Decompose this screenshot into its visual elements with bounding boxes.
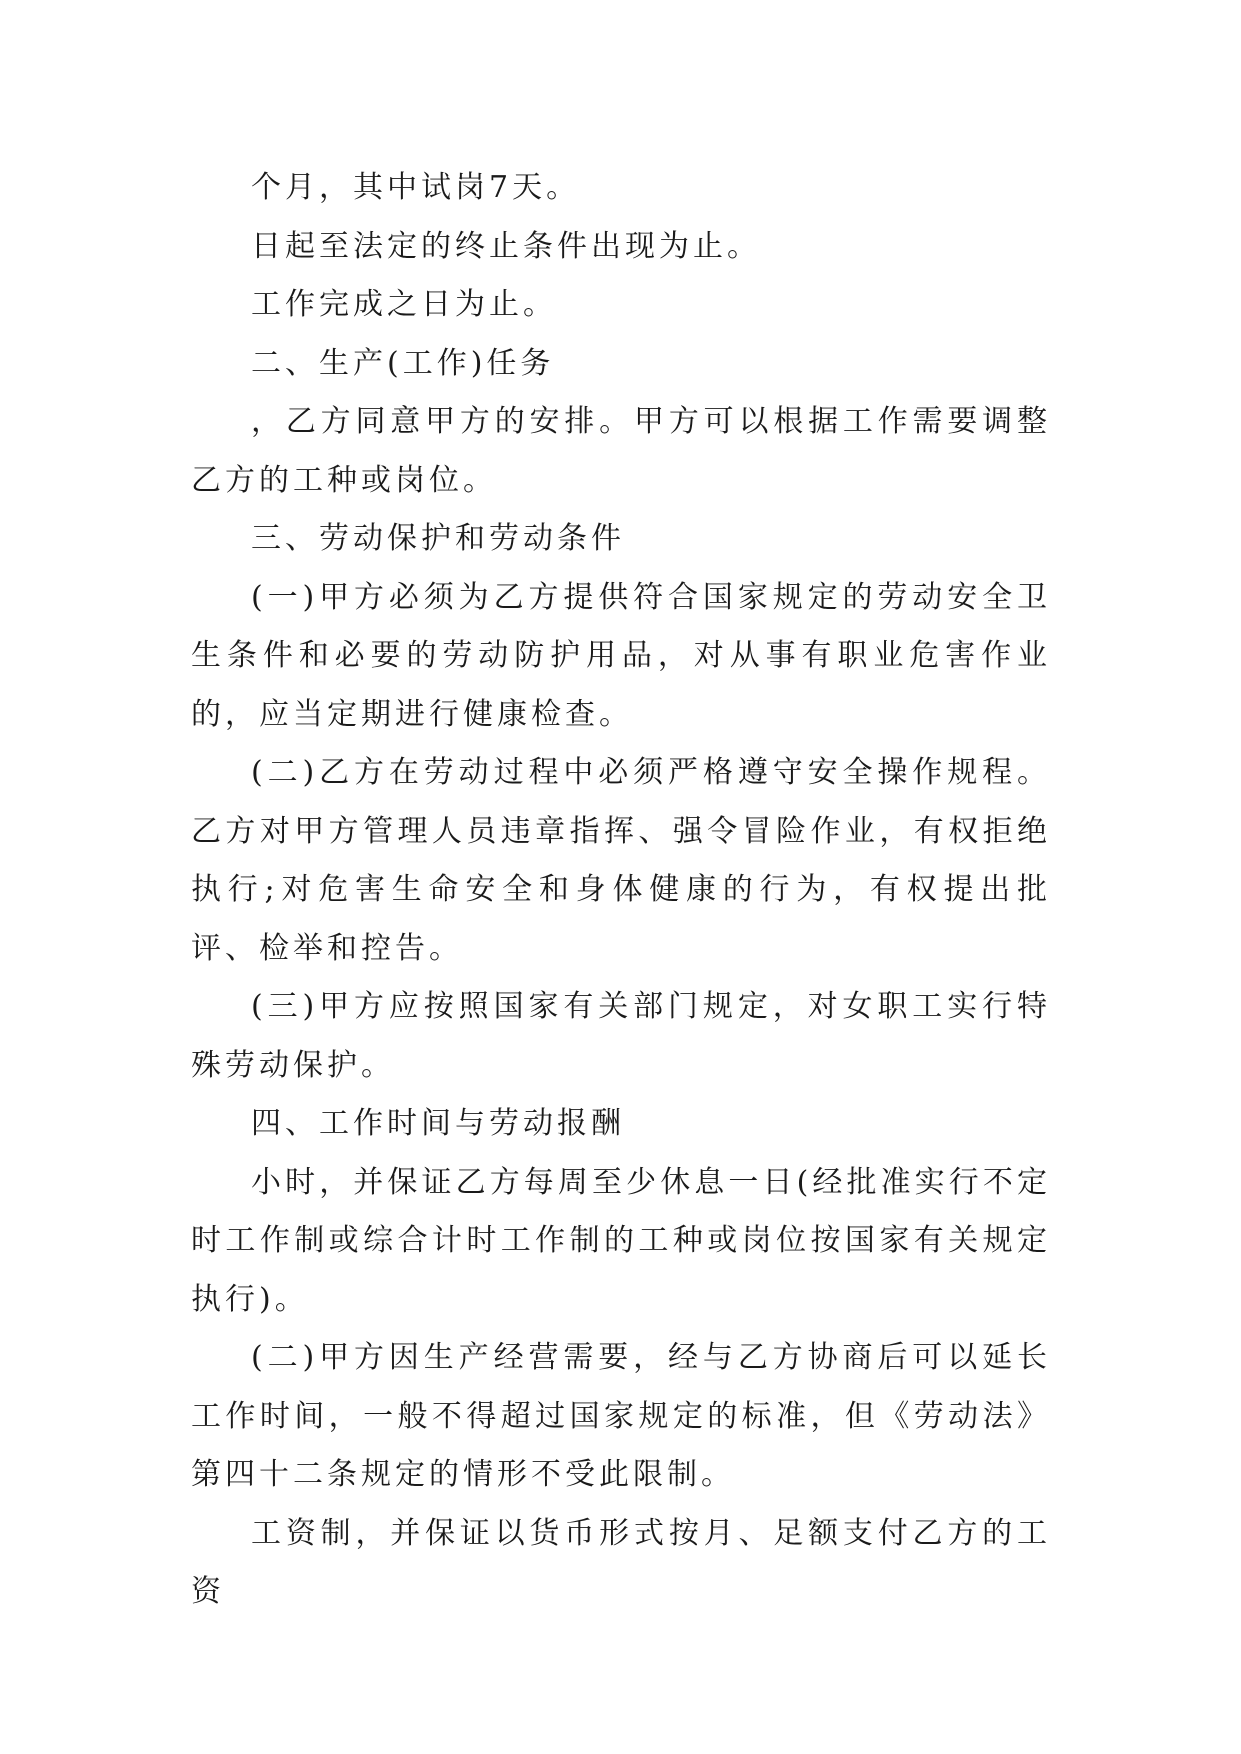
section-heading-hours-and-pay: 四、工作时间与劳动报酬 [251, 1106, 625, 1141]
paragraph-job-assignment: ，乙方同意甲方的安排。甲方可以根据工作需要调整乙方的工种或岗位。 [191, 404, 1051, 498]
paragraph-safety-rules: (二)乙方在劳动过程中必须严格遵守安全操作规程。乙方对甲方管理人员违章指挥、强令冒险作业，有权拒绝执行;对危害生命安全和身体健康的行为，有权提出批评、检举和控告。 [191, 755, 1051, 966]
paragraph-task-term: 工作完成之日为止。 [251, 287, 557, 322]
paragraph-safety-conditions: (一)甲方必须为乙方提供符合国家规定的劳动安全卫生条件和必要的劳动防护用品，对从事有职业危害作业的，应当定期进行健康检查。 [191, 579, 1051, 732]
paragraph-probation-term: 个月，其中试岗7天。 [251, 170, 581, 205]
paragraph-working-hours: 小时，并保证乙方每周至少休息一日(经批准实行不定时工作制或综合计时工作制的工种或岗位按国家有关规定执行)。 [191, 1164, 1051, 1317]
document-body [191, 159, 1051, 1622]
section-heading-production-tasks: 二、生产(工作)任务 [251, 345, 555, 381]
paragraph-female-worker-protection: (三)甲方应按照国家有关部门规定，对女职工实行特殊劳动保护。 [191, 989, 1051, 1083]
paragraph-open-ended-term: 日起至法定的终止条件出现为止。 [251, 228, 761, 264]
paragraph-overtime: (二)甲方因生产经营需要，经与乙方协商后可以延长工作时间，一般不得超过国家规定的标准，但《劳动法》第四十二条规定的情形不受此限制。 [191, 1340, 1051, 1492]
paragraph-wage-payment: 工资制，并保证以货币形式按月、足额支付乙方的工资 [191, 1515, 1051, 1609]
section-heading-labor-protection: 三、劳动保护和劳动条件 [251, 521, 625, 556]
